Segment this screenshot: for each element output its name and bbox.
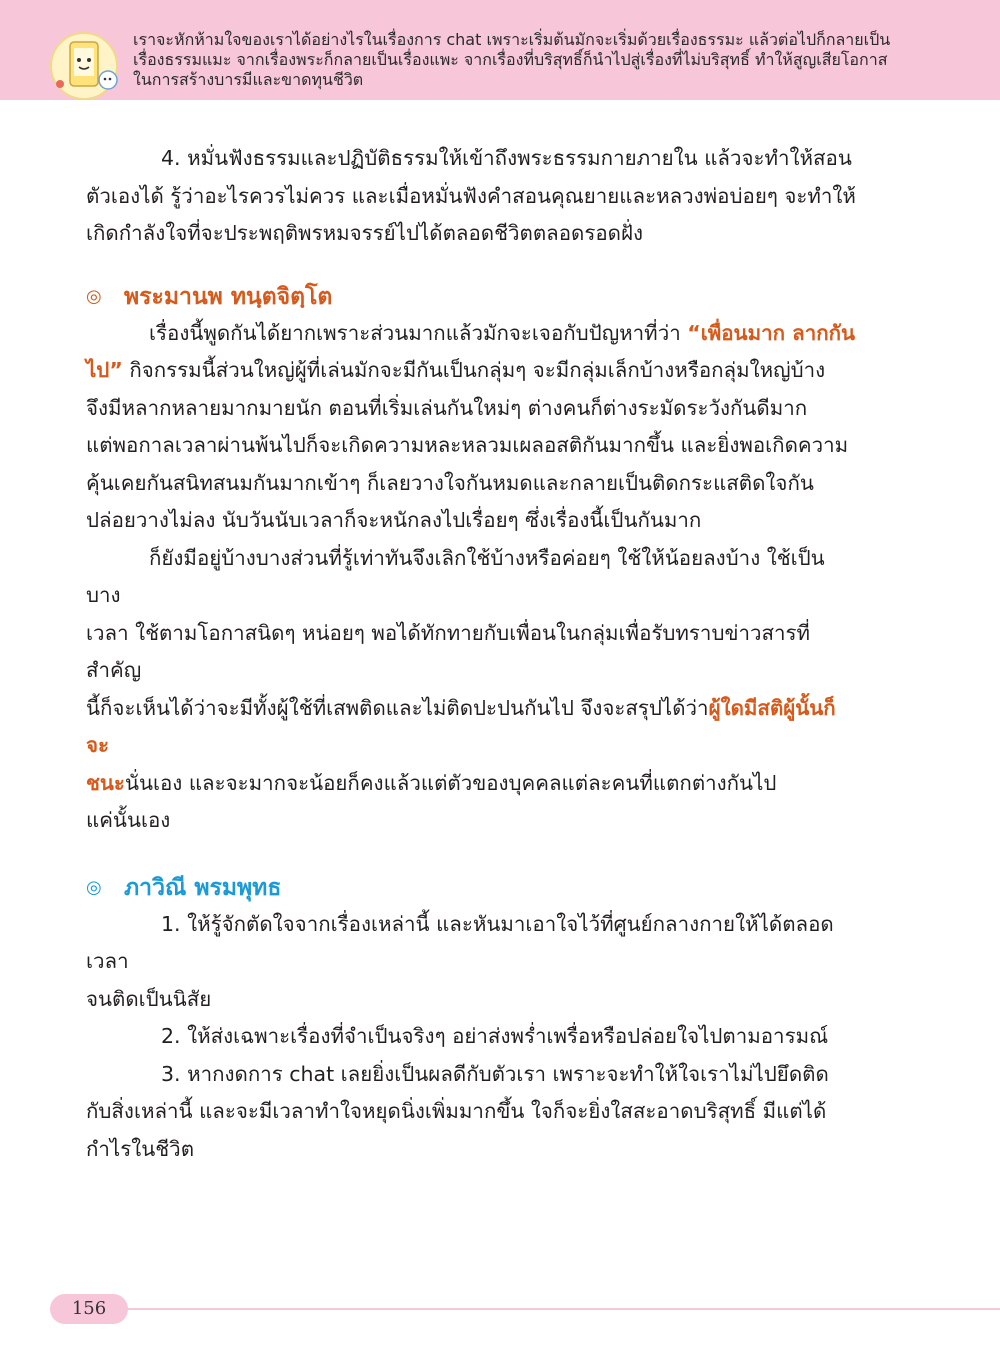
- text-line: แต่พอกาลเวลาผ่านพ้นไปก็จะเกิดความหละหลวมเผลอสติกันมากขึ้น และยิ่งพอเกิดความ: [86, 433, 849, 457]
- header-line: เราจะหักห้ามใจของเราได้อย่างไรในเรื่องการ chat เพราะเริ่มต้นมักจะเริ่มด้วยเรื่องธรรมะ แล้วต่อไปก็กลายเป็น: [133, 30, 891, 49]
- text-span: นั่นเอง และจะมากจะน้อยก็คงแล้วแต่ตัวของบุคคลแต่ละคนที่แตกต่างกันไป: [124, 770, 777, 795]
- highlight-quote: “เพื่อนมาก ลากกัน: [687, 320, 856, 345]
- highlight-text: ชนะ: [86, 770, 125, 795]
- text-line: ก็ยังมีอยู่บ้างบางส่วนที่รู้เท่าทันจึงเลิกใช้บ้างหรือค่อยๆ ใช้ให้น้อยลงบ้าง ใช้เป็นบาง: [86, 545, 825, 607]
- text-line: 2. ให้ส่งเฉพาะเรื่องที่จำเป็นจริงๆ อย่าส่งพร่ำเพรื่อหรือปล่อยใจไปตามอารมณ์: [161, 1024, 829, 1048]
- phone-mascot-icon: [48, 28, 126, 100]
- text-span: เรื่องนี้พูดกันได้ยากเพราะส่วนมากแล้วมักจะเจอกับปัญหาที่ว่า: [149, 320, 688, 345]
- text-line: เกิดกำลังใจที่จะประพฤติพรหมจรรย์ไปได้ตลอดชีวิตตลอดรอดฝั่ง: [86, 221, 643, 245]
- bullet-icon: ◎: [86, 876, 102, 898]
- text-line: กำไรในชีวิต: [86, 1136, 195, 1161]
- page-number: 156: [50, 1294, 128, 1324]
- author-name: พระมานพ ทนฺตจิตฺโต: [124, 283, 333, 310]
- header-line: ในการสร้างบารมีและขาดทุนชีวิต: [133, 70, 364, 89]
- header-line: เรื่องธรรมแมะ จากเรื่องพระก็กลายเป็นเรื่องแพะ จากเรื่องที่บริสุทธิ์ก็นำไปสู่เรื่องที่ไม่บริสุทธิ์ ทำให้สูญเสียโอกาส: [133, 50, 888, 69]
- footer-divider: [100, 1308, 1000, 1310]
- list-item: [86, 1056, 856, 1169]
- text-line: ปล่อยวางไม่ลง นับวันนับเวลาก็จะหนักลงไปเรื่อยๆ ซึ่งเรื่องนี้เป็นกันมาก: [86, 508, 702, 532]
- section1-paragraph-2: [86, 540, 856, 840]
- intro-paragraph: [86, 140, 856, 253]
- text-line: 3. หากงดการ chat เลยยิ่งเป็นผลดีกับตัวเรา เพราะจะทำให้ใจเราไม่ไปยึดติด: [161, 1061, 829, 1086]
- text-line: คุ้นเคยกันสนิทสนมกันมากเข้าๆ ก็เลยวางใจกันหมดและกลายเป็นติดกระแสติดใจกัน: [86, 470, 814, 495]
- text-span: กิจกรรมนี้ส่วนใหญ่ผู้ที่เล่นมักจะมีกันเป็นกลุ่มๆ จะมีกลุ่มเล็กบ้างหรือกลุ่มใหญ่บ้าง: [122, 358, 826, 382]
- header-banner: [0, 0, 1000, 100]
- text-line: 1. ให้รู้จักตัดใจจากเรื่องเหล่านี้ และหันมาเอาใจไว้ที่ศูนย์กลางกายให้ได้ตลอดเวลา: [86, 911, 834, 973]
- highlight-text: ผู้ใดมีสติผู้นั้นก็จะ: [86, 695, 836, 757]
- list-item: [86, 1018, 856, 1056]
- section1-paragraph-1: [86, 315, 856, 540]
- article-body: [86, 140, 856, 1168]
- text-line: กับสิ่งเหล่านี้ และจะมีเวลาทำใจหยุดนิ่งเพิ่มมากขึ้น ใจก็จะยิ่งใสสะอาดบริสุทธิ์ มีแต่ได้: [86, 1099, 827, 1123]
- highlight-quote: ไป”: [86, 358, 123, 382]
- text-line: จึงมีหลากหลายมากมายนัก ตอนที่เริ่มเล่นกันใหม่ๆ ต่างคนก็ต่างระมัดระวังกันดีมาก: [86, 395, 808, 420]
- text-line: เวลา ใช้ตามโอกาสนิดๆ หน่อยๆ พอได้ทักทายกับเพื่อนในกลุ่มเพื่อรับทราบข่าวสารที่สำคัญ: [86, 620, 811, 682]
- list-item: [86, 906, 856, 1019]
- text-line: 4. หมั่นฟังธรรมและปฏิบัติธรรมให้เข้าถึงพระธรรมกายภายใน แล้วจะทำให้สอน: [161, 146, 852, 170]
- bullet-icon: ◎: [86, 285, 102, 307]
- section-heading: [86, 279, 856, 315]
- text-line: แค่นั้นเอง: [86, 808, 171, 832]
- section-heading: [86, 870, 856, 906]
- text-span: นี้ก็จะเห็นได้ว่าจะมีทั้งผู้ใช้ที่เสพติดและไม่ติดปะปนกันไป จึงจะสรุปได้ว่า: [86, 695, 709, 720]
- text-line: จนติดเป็นนิสัย: [86, 986, 212, 1011]
- author-name: ภาวิณี พรมพุทธ: [124, 874, 282, 901]
- header-text: [133, 30, 983, 90]
- text-line: ตัวเองได้ รู้ว่าอะไรควรไม่ควร และเมื่อหมั่นฟังคำสอนคุณยายและหลวงพ่อบ่อยๆ จะทำให้: [86, 183, 856, 208]
